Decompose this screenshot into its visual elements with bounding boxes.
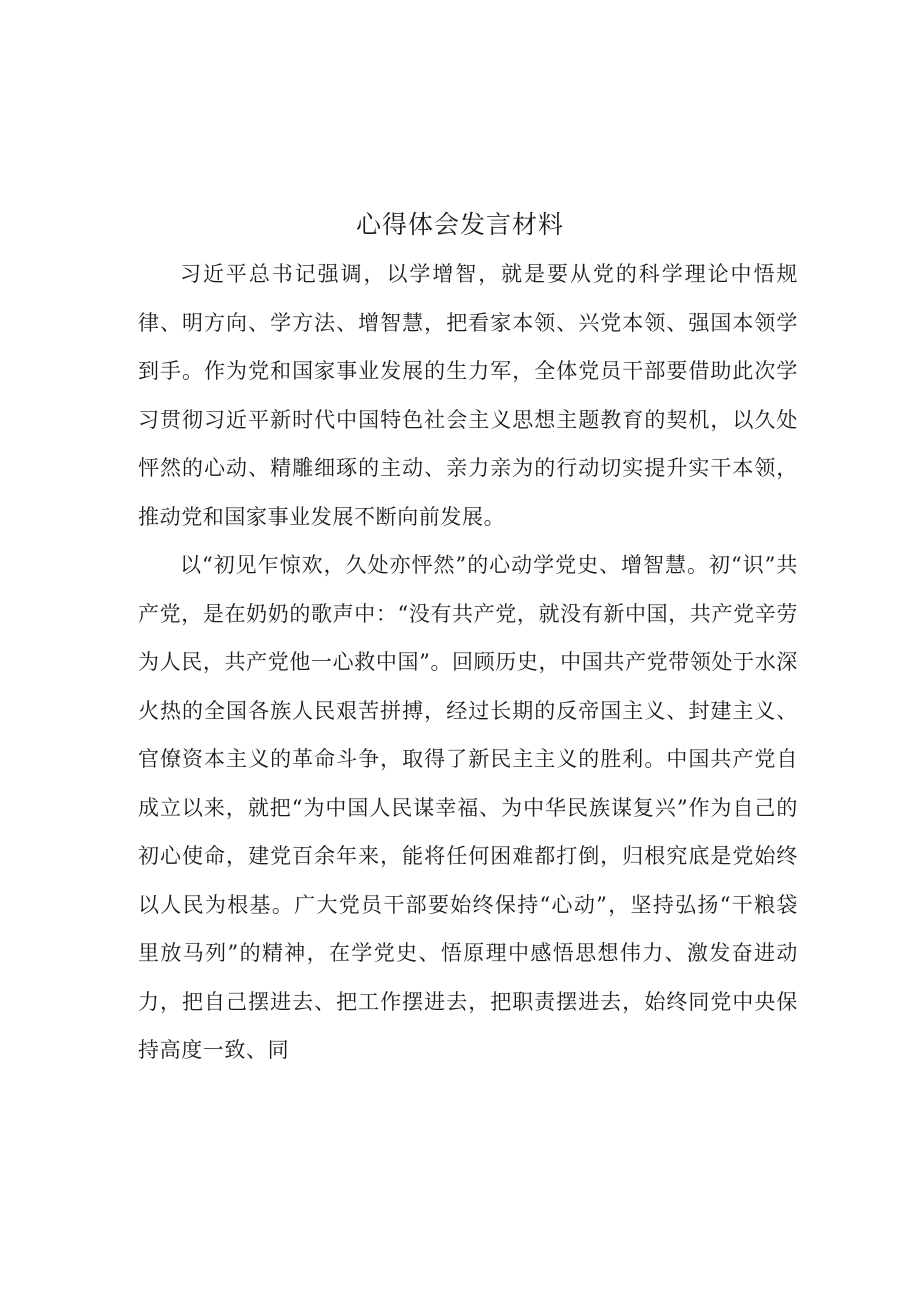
document-title: 心得体会发言材料 [355, 210, 564, 239]
paragraph-2: 以“初见乍惊欢，久处亦怦然”的心动学党史、增智慧。初“识”共产党，是在奶奶的歌声中：“没有共产党，就没有新中国，共产党辛劳为人民，共产党他一心救中国”。回顾历史，中国共产党带领处于水深火热的全国各族人民艰苦拼搏，经过长期的反帝国主义、封建主义、官僚资本主义的革命斗争，取得了新民主主义的胜利。中国共产党自成立以来，就把“为中国人民谋幸福、为中华民族谋复兴”作为自己的初心使命，建党百余年来，能将任何困难都打倒，归根究底是党始终以人民为根基。广大党员干部要始终保持“心动”，坚持弘扬“干粮袋里放马列”的精神，在学党史、悟原理中感悟思想伟力、激发奋进动力，把自己摆进去、把工作摆进去，把职责摆进去，始终同党中央保持高度一致、同 [138, 553, 798, 1062]
paragraph-1: 习近平总书记强调，以学增智，就是要从党的科学理论中悟规律、明方向、学方法、增智慧，把看家本领、兴党本领、强国本领学到手。作为党和国家事业发展的生力军，全体党员干部要借助此次学习贯彻习近平新时代中国特色社会主义思想主题教育的契机，以久处怦然的心动、精雕细琢的主动、亲力亲为的行动切实提升实干本领，推动党和国家事业发展不断向前发展。 [138, 262, 798, 529]
document-body [138, 250, 798, 1075]
